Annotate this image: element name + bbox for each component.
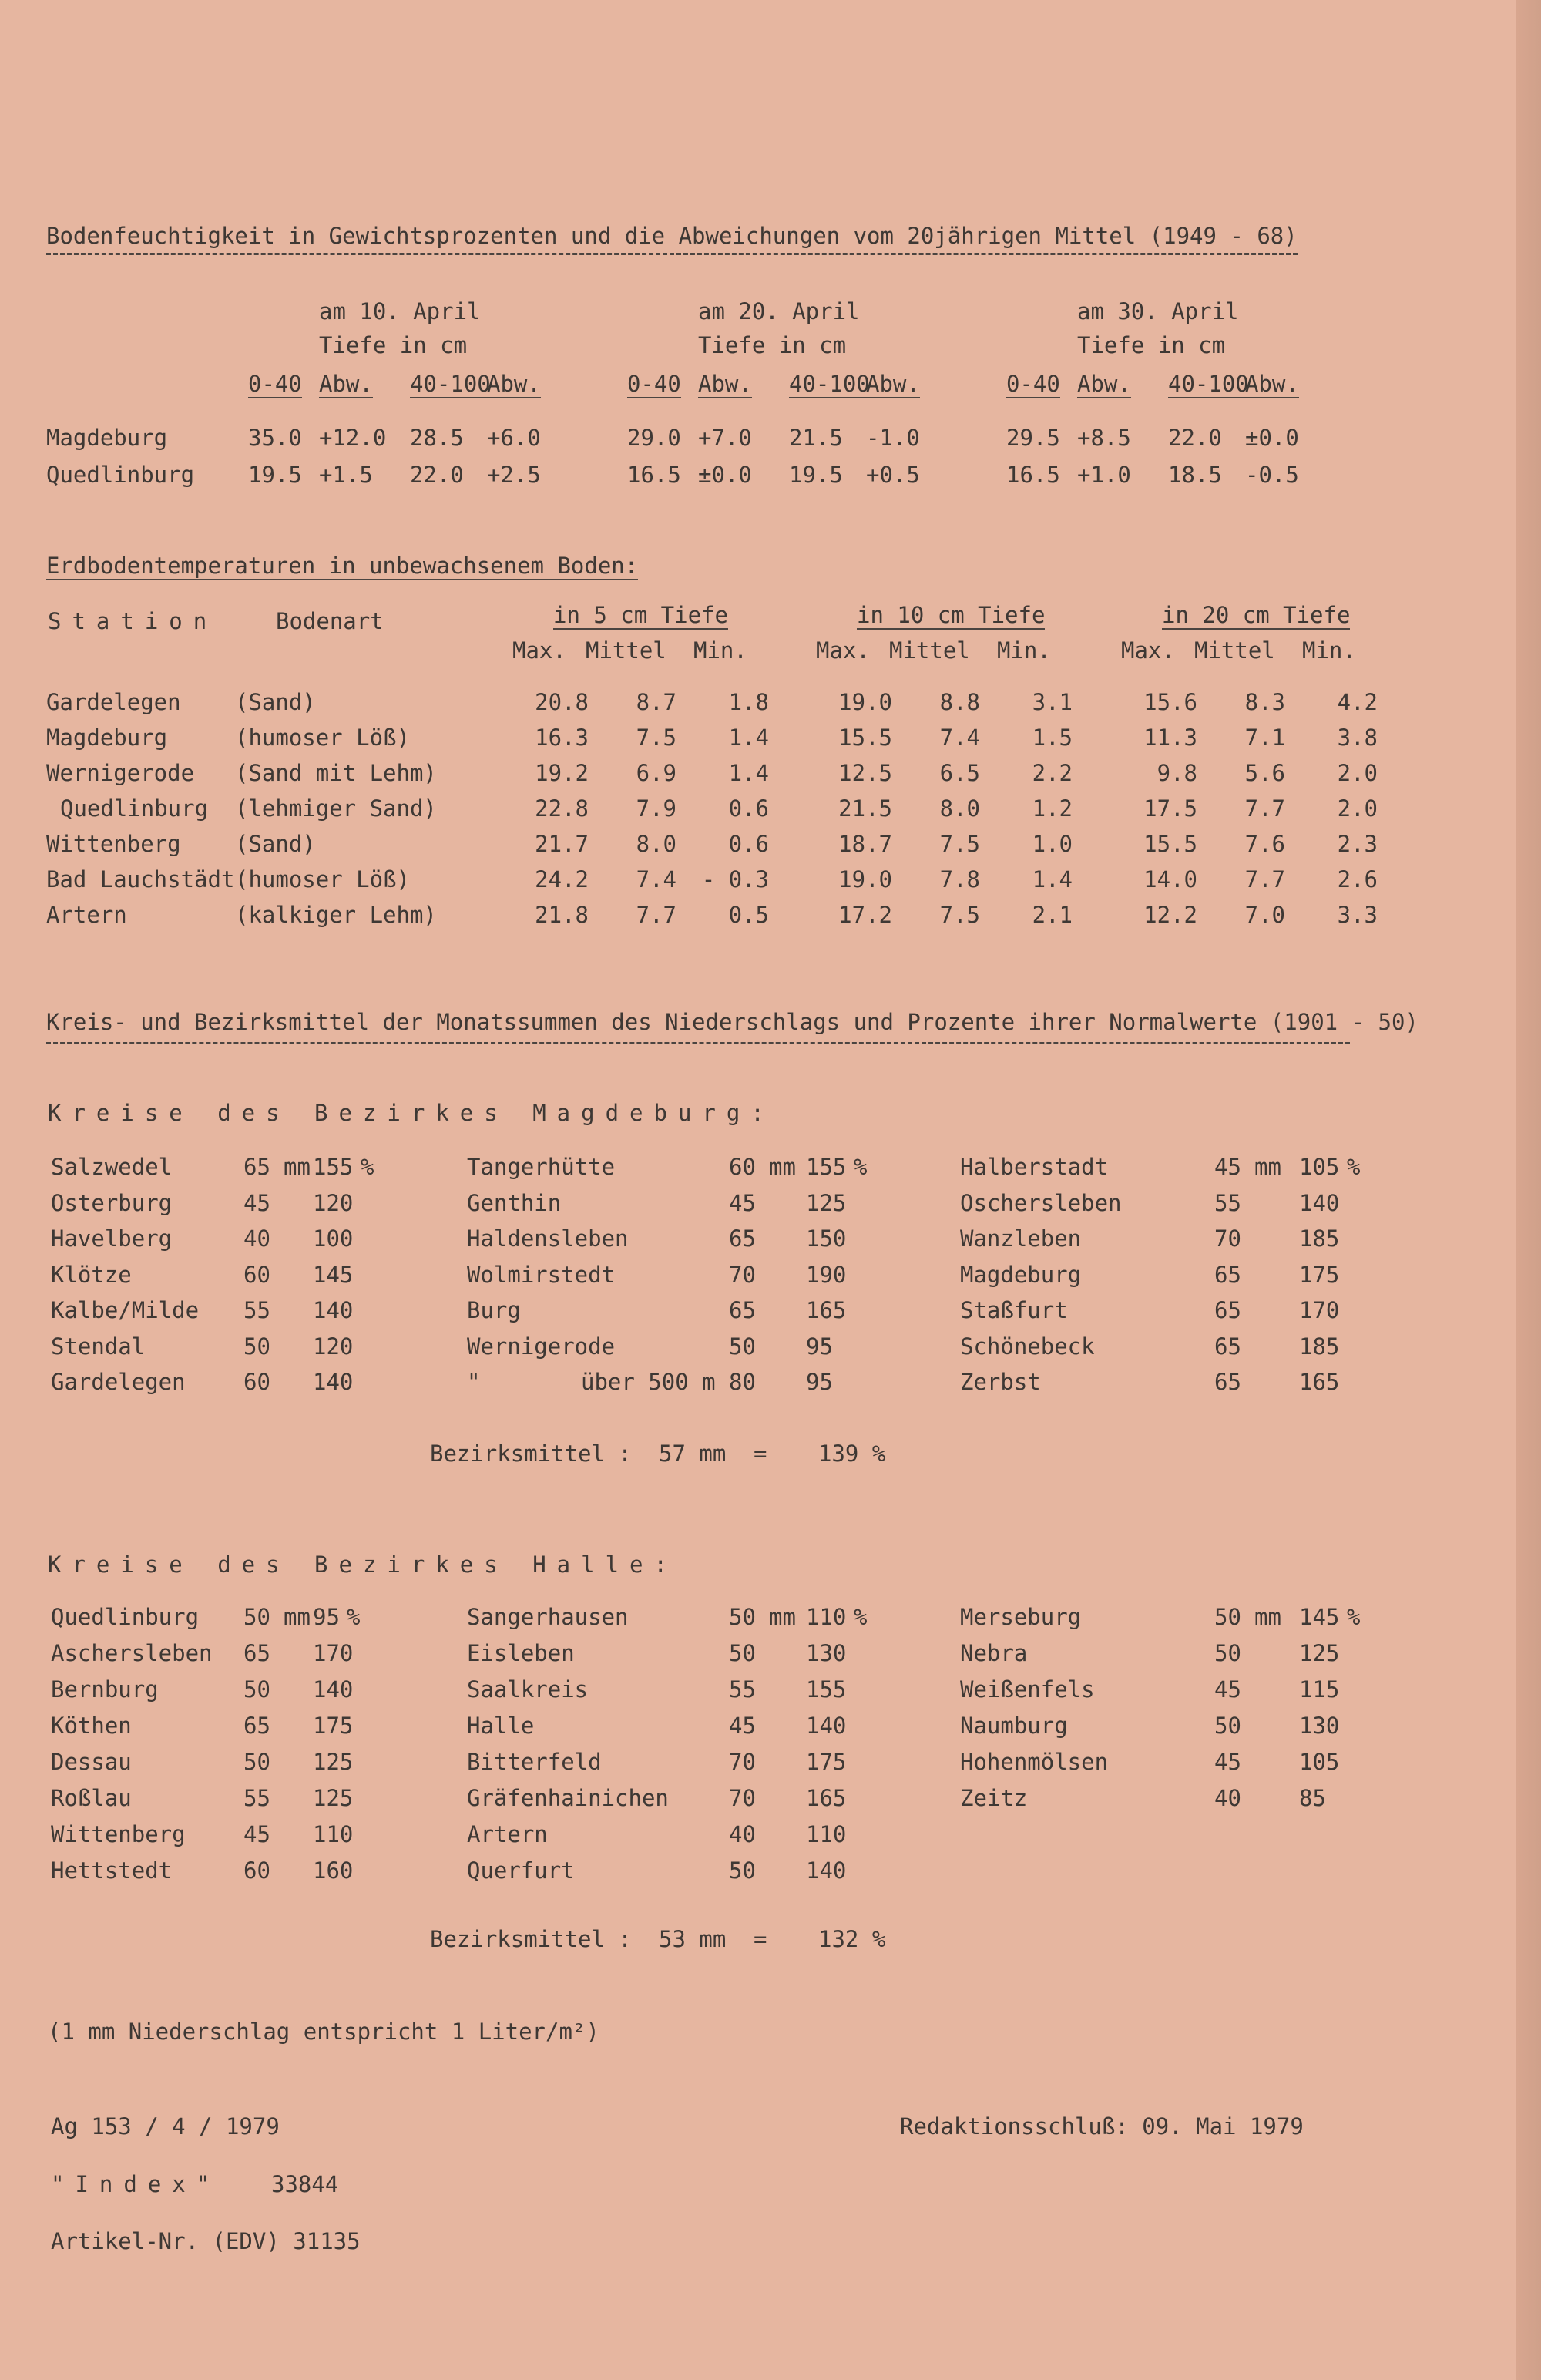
temp-value: 15.5 — [838, 724, 892, 751]
temp-value: 9.8 — [1157, 760, 1197, 786]
moisture-value: +1.5 — [319, 462, 373, 488]
district-unit-mm: mm — [1254, 1154, 1281, 1180]
district-percent: 160 — [313, 1857, 354, 1884]
district-precip-mm: 65 — [243, 1713, 270, 1739]
moisture-value: 22.0 — [410, 462, 464, 488]
temp-value: 8.8 — [939, 689, 980, 715]
temp-value: 1.4 — [728, 760, 769, 786]
temp-soil-type: (Sand mit Lehm) — [235, 760, 437, 786]
depth-subheader: Mittel — [586, 637, 666, 664]
district-percent: 105 — [1299, 1749, 1340, 1775]
period-column-header: Abw. — [1077, 371, 1131, 397]
district-name: Merseburg — [960, 1604, 1082, 1630]
temp-value: 8.7 — [636, 689, 676, 715]
temp-value: 7.0 — [1244, 902, 1285, 928]
precip-note: (1 mm Niederschlag entspricht 1 Liter/m²) — [48, 2019, 599, 2045]
district-precip-mm: 80 — [729, 1369, 756, 1395]
moisture-value: +7.0 — [698, 425, 752, 451]
district-name: Salzwedel — [51, 1154, 173, 1180]
district-name: Magdeburg — [960, 1261, 1082, 1288]
district-name: Sangerhausen — [467, 1604, 629, 1630]
temp-station: Bad Lauchstädt — [46, 866, 235, 892]
temp-value: 7.5 — [939, 902, 980, 928]
period-column-header: Abw. — [1245, 371, 1299, 397]
district-precip-mm: 55 — [729, 1676, 756, 1703]
temp-value: 2.1 — [1032, 902, 1073, 928]
district-percent: 155 — [313, 1154, 354, 1180]
temp-value: 12.5 — [838, 760, 892, 786]
temp-value: 7.5 — [636, 724, 676, 751]
district-name: Nebra — [960, 1640, 1028, 1666]
footer-ref: Ag 153 / 4 / 1979 — [51, 2113, 280, 2140]
district-name: Hohenmölsen — [960, 1749, 1109, 1775]
district-precip-mm: 50 — [729, 1857, 756, 1884]
district-percent: 125 — [313, 1749, 354, 1775]
temp-value: 1.8 — [728, 689, 769, 715]
district-precip-mm: 70 — [729, 1749, 756, 1775]
district-percent: 190 — [806, 1261, 847, 1288]
temp-value: 7.9 — [636, 795, 676, 822]
moisture-station: Quedlinburg — [46, 462, 195, 488]
moisture-value: +6.0 — [487, 425, 541, 451]
district-name: Zerbst — [960, 1369, 1041, 1395]
period-column-header: 0-40 — [1006, 371, 1060, 397]
district-precip-mm: 45 — [729, 1189, 756, 1216]
district-percent: 140 — [806, 1857, 847, 1884]
halle-mean-eq: = — [754, 1926, 767, 1952]
district-name: Wolmirstedt — [467, 1261, 616, 1288]
soil-type-header: Bodenart — [276, 608, 384, 634]
district-precip-mm: 50 — [729, 1604, 756, 1630]
depth-subheader: Mittel — [889, 637, 970, 664]
district-name: Bitterfeld — [467, 1749, 602, 1775]
period-depth: Tiefe in cm — [319, 332, 468, 358]
district-name: Havelberg — [51, 1225, 173, 1252]
district-percent: 170 — [1299, 1297, 1340, 1323]
temp-value: 3.3 — [1337, 902, 1378, 928]
temp-value: 8.3 — [1244, 689, 1285, 715]
district-precip-mm: 50 — [729, 1333, 756, 1360]
temp-value: 1.2 — [1032, 795, 1073, 822]
district-name: Quedlinburg — [51, 1604, 200, 1630]
district-precip-mm: 40 — [243, 1225, 270, 1252]
district-name: Roßlau — [51, 1785, 132, 1811]
magdeburg-mean-pct: 139 % — [818, 1440, 886, 1467]
district-percent: 175 — [806, 1749, 847, 1775]
page-edge — [1516, 0, 1541, 2380]
temp-value: 19.0 — [838, 689, 892, 715]
depth-subheader: Max. — [1121, 637, 1175, 664]
district-precip-mm: 65 — [243, 1154, 270, 1180]
temp-value: 7.5 — [939, 831, 980, 857]
district-name: Saalkreis — [467, 1676, 589, 1703]
temp-value: 24.2 — [535, 866, 589, 892]
temp-value: 7.1 — [1244, 724, 1285, 751]
district-unit-percent: % — [1347, 1154, 1361, 1180]
moisture-value: 16.5 — [627, 462, 681, 488]
magdeburg-mean-label: Bezirksmittel : — [430, 1440, 632, 1467]
temp-value: 2.6 — [1337, 866, 1378, 892]
period-date: am 10. April — [319, 298, 481, 324]
district-name: Dessau — [51, 1749, 132, 1775]
district-percent: 130 — [1299, 1713, 1340, 1739]
district-precip-mm: 65 — [243, 1640, 270, 1666]
moisture-value: 18.5 — [1168, 462, 1222, 488]
district-name: Halle — [467, 1713, 535, 1739]
temp-value: 0.6 — [728, 831, 769, 857]
moisture-value: +8.5 — [1077, 425, 1131, 451]
district-precip-mm: 45 — [1214, 1154, 1241, 1180]
district-percent: 155 — [806, 1154, 847, 1180]
district-name: Zeitz — [960, 1785, 1028, 1811]
district-percent: 105 — [1299, 1154, 1340, 1180]
moisture-station: Magdeburg — [46, 425, 168, 451]
district-percent: 165 — [806, 1785, 847, 1811]
district-unit-percent: % — [854, 1604, 868, 1630]
temp-value: 0.5 — [728, 902, 769, 928]
district-percent: 125 — [806, 1189, 847, 1216]
district-percent: 120 — [313, 1333, 354, 1360]
district-name: Haldensleben — [467, 1225, 629, 1252]
district-percent: 140 — [1299, 1189, 1340, 1216]
district-precip-mm: 55 — [1214, 1189, 1241, 1216]
district-precip-mm: 50 — [243, 1604, 270, 1630]
period-depth: Tiefe in cm — [1077, 332, 1226, 358]
temp-value: 2.2 — [1032, 760, 1073, 786]
district-precip-mm: 50 — [1214, 1713, 1241, 1739]
district-unit-mm: mm — [769, 1154, 796, 1180]
district-name: Oschersleben — [960, 1189, 1122, 1216]
district-unit-percent: % — [854, 1154, 868, 1180]
footer-article: Artikel-Nr. (EDV) 31135 — [51, 2228, 361, 2254]
temp-value: 5.6 — [1244, 760, 1285, 786]
temp-value: 7.4 — [636, 866, 676, 892]
temp-value: 2.0 — [1337, 760, 1378, 786]
temp-value: 15.5 — [1143, 831, 1197, 857]
district-percent: 110 — [313, 1821, 354, 1847]
district-name: Köthen — [51, 1713, 132, 1739]
magdeburg-mean-mm: 57 mm — [659, 1440, 727, 1467]
temp-value: 7.8 — [939, 866, 980, 892]
district-percent: 95 — [806, 1333, 833, 1360]
district-name: Naumburg — [960, 1713, 1068, 1739]
district-precip-mm: 65 — [729, 1225, 756, 1252]
district-name: Wanzleben — [960, 1225, 1082, 1252]
depth-subheader: Min. — [997, 637, 1051, 664]
district-precip-mm: 65 — [1214, 1333, 1241, 1360]
temp-value: 6.5 — [939, 760, 980, 786]
temp-value: 3.8 — [1337, 724, 1378, 751]
temp-station: Artern — [46, 902, 127, 928]
temp-value: 7.7 — [636, 902, 676, 928]
district-percent: 185 — [1299, 1333, 1340, 1360]
district-unit-percent: % — [361, 1154, 374, 1180]
magdeburg-mean-eq: = — [754, 1440, 767, 1467]
district-percent: 140 — [806, 1713, 847, 1739]
period-column-header: 40-100 — [789, 371, 870, 397]
district-name: Wittenberg — [51, 1821, 186, 1847]
depth-header: in 10 cm Tiefe — [857, 602, 1046, 628]
district-precip-mm: 45 — [1214, 1749, 1241, 1775]
temp-station: Wernigerode — [46, 760, 195, 786]
district-percent: 110 — [806, 1821, 847, 1847]
precip-title-underline — [46, 1042, 1350, 1044]
depth-subheader: Min. — [693, 637, 747, 664]
district-precip-mm: 45 — [243, 1189, 270, 1216]
moisture-value: 29.0 — [627, 425, 681, 451]
temp-value: 19.0 — [838, 866, 892, 892]
district-percent: 110 — [806, 1604, 847, 1630]
temp-station: Wittenberg — [46, 831, 181, 857]
temp-value: 0.6 — [728, 795, 769, 822]
moisture-value: +2.5 — [487, 462, 541, 488]
moisture-value: 22.0 — [1168, 425, 1222, 451]
district-name: Bernburg — [51, 1676, 159, 1703]
district-precip-mm: 70 — [1214, 1225, 1241, 1252]
depth-subheader: Max. — [512, 637, 566, 664]
temp-value: 21.7 — [535, 831, 589, 857]
district-precip-mm: 60 — [243, 1369, 270, 1395]
station-header: Station — [48, 608, 218, 634]
temp-value: 7.6 — [1244, 831, 1285, 857]
moisture-value: 29.5 — [1006, 425, 1060, 451]
district-percent: 165 — [1299, 1369, 1340, 1395]
temp-station: Quedlinburg — [60, 795, 209, 822]
period-date: am 30. April — [1077, 298, 1239, 324]
precip-title: Kreis- und Bezirksmittel der Monatssummen des Niederschlags und Prozente ihrer Normalwerte (1901 - 50) — [46, 1009, 1418, 1035]
district-name: Genthin — [467, 1189, 562, 1216]
district-percent: 140 — [313, 1297, 354, 1323]
district-percent: 125 — [313, 1785, 354, 1811]
district-name: Staßfurt — [960, 1297, 1068, 1323]
district-name: Schönebeck — [960, 1333, 1095, 1360]
halle-mean-mm: 53 mm — [659, 1926, 727, 1952]
period-column-header: 40-100 — [1168, 371, 1249, 397]
district-percent: 165 — [806, 1297, 847, 1323]
district-unit-mm: mm — [1254, 1604, 1281, 1630]
temp-value: 22.8 — [535, 795, 589, 822]
district-percent: 185 — [1299, 1225, 1340, 1252]
district-precip-mm: 60 — [243, 1857, 270, 1884]
district-name: Weißenfels — [960, 1676, 1095, 1703]
magdeburg-heading: Kreise des Bezirkes Magdeburg: — [48, 1100, 775, 1126]
district-percent: 140 — [313, 1676, 354, 1703]
temp-value: 1.5 — [1032, 724, 1073, 751]
soil-temp-title: Erdbodentemperaturen in unbewachsenem Boden: — [46, 553, 639, 579]
district-name: Artern — [467, 1821, 548, 1847]
period-column-header: 40-100 — [410, 371, 491, 397]
moisture-value: +1.0 — [1077, 462, 1131, 488]
temp-value: 4.2 — [1337, 689, 1378, 715]
moisture-value: -0.5 — [1245, 462, 1299, 488]
district-precip-mm: 45 — [1214, 1676, 1241, 1703]
district-percent: 95 — [806, 1369, 833, 1395]
district-name: Halberstadt — [960, 1154, 1109, 1180]
period-column-header: 0-40 — [627, 371, 681, 397]
temp-value: 1.0 — [1032, 831, 1073, 857]
district-name: Gräfenhainichen — [467, 1785, 669, 1811]
footer-index-number: 33844 — [271, 2171, 339, 2197]
district-percent: 115 — [1299, 1676, 1340, 1703]
district-percent: 125 — [1299, 1640, 1340, 1666]
district-name: Eisleben — [467, 1640, 575, 1666]
district-precip-mm: 65 — [1214, 1261, 1241, 1288]
temp-value: 8.0 — [636, 831, 676, 857]
district-name: Gardelegen — [51, 1369, 186, 1395]
temp-value: 17.2 — [838, 902, 892, 928]
temp-value: 18.7 — [838, 831, 892, 857]
district-name: Klötze — [51, 1261, 132, 1288]
temp-value: 15.6 — [1143, 689, 1197, 715]
district-percent: 130 — [806, 1640, 847, 1666]
district-percent: 170 — [313, 1640, 354, 1666]
footer-deadline: Redaktionsschluß: 09. Mai 1979 — [900, 2113, 1304, 2140]
district-name: Wernigerode — [467, 1333, 616, 1360]
temp-value: 19.2 — [535, 760, 589, 786]
temp-value: 2.3 — [1337, 831, 1378, 857]
temp-soil-type: (humoser Löß) — [235, 724, 410, 751]
district-percent: 95 — [313, 1604, 340, 1630]
district-name: Aschersleben — [51, 1640, 213, 1666]
moisture-value: 28.5 — [410, 425, 464, 451]
temp-value: - 0.3 — [701, 866, 769, 892]
period-column-header: 0-40 — [248, 371, 302, 397]
temp-station: Magdeburg — [46, 724, 168, 751]
moisture-value: ±0.0 — [698, 462, 752, 488]
district-precip-mm: 65 — [729, 1297, 756, 1323]
moisture-value: 35.0 — [248, 425, 302, 451]
district-name: Stendal — [51, 1333, 146, 1360]
district-precip-mm: 50 — [243, 1749, 270, 1775]
district-name: Kalbe/Milde — [51, 1297, 200, 1323]
district-unit-mm: mm — [284, 1154, 311, 1180]
temp-value: 1.4 — [1032, 866, 1073, 892]
district-unit-percent: % — [1347, 1604, 1361, 1630]
district-precip-mm: 65 — [1214, 1297, 1241, 1323]
district-note: über 500 m — [581, 1369, 716, 1395]
temp-value: 12.2 — [1143, 902, 1197, 928]
moisture-value: 19.5 — [789, 462, 843, 488]
district-precip-mm: 65 — [1214, 1369, 1241, 1395]
district-precip-mm: 60 — [243, 1261, 270, 1288]
district-percent: 100 — [313, 1225, 354, 1252]
temp-value: 7.7 — [1244, 866, 1285, 892]
district-precip-mm: 50 — [729, 1640, 756, 1666]
depth-subheader: Mittel — [1194, 637, 1275, 664]
district-name: Burg — [467, 1297, 521, 1323]
district-percent: 85 — [1299, 1785, 1326, 1811]
temp-value: 17.5 — [1143, 795, 1197, 822]
moisture-value: ±0.0 — [1245, 425, 1299, 451]
temp-value: 2.0 — [1337, 795, 1378, 822]
district-name: Querfurt — [467, 1857, 575, 1884]
temp-value: 7.7 — [1244, 795, 1285, 822]
temp-value: 6.9 — [636, 760, 676, 786]
district-precip-mm: 70 — [729, 1261, 756, 1288]
temp-value: 7.4 — [939, 724, 980, 751]
footer-index-label: "Index" — [51, 2171, 221, 2197]
district-percent: 145 — [313, 1261, 354, 1288]
depth-header: in 20 cm Tiefe — [1162, 602, 1351, 628]
moisture-value: -1.0 — [866, 425, 920, 451]
moisture-value: 16.5 — [1006, 462, 1060, 488]
district-precip-mm: 50 — [243, 1676, 270, 1703]
period-date: am 20. April — [698, 298, 860, 324]
period-column-header: Abw. — [487, 371, 541, 397]
district-percent: 175 — [313, 1713, 354, 1739]
depth-header: in 5 cm Tiefe — [553, 602, 728, 628]
period-column-header: Abw. — [319, 371, 373, 397]
moisture-value: +0.5 — [866, 462, 920, 488]
district-precip-mm: 70 — [729, 1785, 756, 1811]
depth-subheader: Max. — [816, 637, 870, 664]
moisture-value: +12.0 — [319, 425, 387, 451]
halle-mean-pct: 132 % — [818, 1926, 886, 1952]
depth-subheader: Min. — [1302, 637, 1356, 664]
temp-value: 14.0 — [1143, 866, 1197, 892]
district-precip-mm: 40 — [1214, 1785, 1241, 1811]
district-precip-mm: 50 — [1214, 1604, 1241, 1630]
halle-mean-label: Bezirksmittel : — [430, 1926, 632, 1952]
district-precip-mm: 55 — [243, 1785, 270, 1811]
halle-heading: Kreise des Bezirkes Halle: — [48, 1551, 678, 1578]
district-precip-mm: 45 — [729, 1713, 756, 1739]
temp-value: 16.3 — [535, 724, 589, 751]
temp-soil-type: (kalkiger Lehm) — [235, 902, 437, 928]
temp-soil-type: (humoser Löß) — [235, 866, 410, 892]
district-percent: 145 — [1299, 1604, 1340, 1630]
temp-value: 8.0 — [939, 795, 980, 822]
district-name: Hettstedt — [51, 1857, 173, 1884]
district-precip-mm: 45 — [243, 1821, 270, 1847]
district-precip-mm: 50 — [1214, 1640, 1241, 1666]
temp-value: 20.8 — [535, 689, 589, 715]
moisture-value: 21.5 — [789, 425, 843, 451]
district-name: " — [467, 1369, 481, 1395]
temp-value: 21.5 — [838, 795, 892, 822]
district-percent: 150 — [806, 1225, 847, 1252]
district-precip-mm: 40 — [729, 1821, 756, 1847]
temp-value: 21.8 — [535, 902, 589, 928]
district-name: Osterburg — [51, 1189, 173, 1216]
temp-value: 11.3 — [1143, 724, 1197, 751]
temp-value: 1.4 — [728, 724, 769, 751]
period-column-header: Abw. — [866, 371, 920, 397]
soil-moisture-title: Bodenfeuchtigkeit in Gewichtsprozenten und die Abweichungen vom 20jährigen Mittel (1949 - 68) — [46, 224, 1298, 255]
temp-station: Gardelegen — [46, 689, 181, 715]
moisture-value: 19.5 — [248, 462, 302, 488]
period-column-header: Abw. — [698, 371, 752, 397]
district-percent: 120 — [313, 1189, 354, 1216]
district-percent: 155 — [806, 1676, 847, 1703]
district-unit-percent: % — [347, 1604, 361, 1630]
district-precip-mm: 60 — [729, 1154, 756, 1180]
temp-soil-type: (lehmiger Sand) — [235, 795, 437, 822]
district-name: Tangerhütte — [467, 1154, 616, 1180]
district-precip-mm: 55 — [243, 1297, 270, 1323]
district-percent: 140 — [313, 1369, 354, 1395]
district-percent: 175 — [1299, 1261, 1340, 1288]
district-unit-mm: mm — [769, 1604, 796, 1630]
period-depth: Tiefe in cm — [698, 332, 847, 358]
temp-soil-type: (Sand) — [235, 831, 316, 857]
temp-value: 3.1 — [1032, 689, 1073, 715]
district-unit-mm: mm — [284, 1604, 311, 1630]
district-precip-mm: 50 — [243, 1333, 270, 1360]
temp-soil-type: (Sand) — [235, 689, 316, 715]
